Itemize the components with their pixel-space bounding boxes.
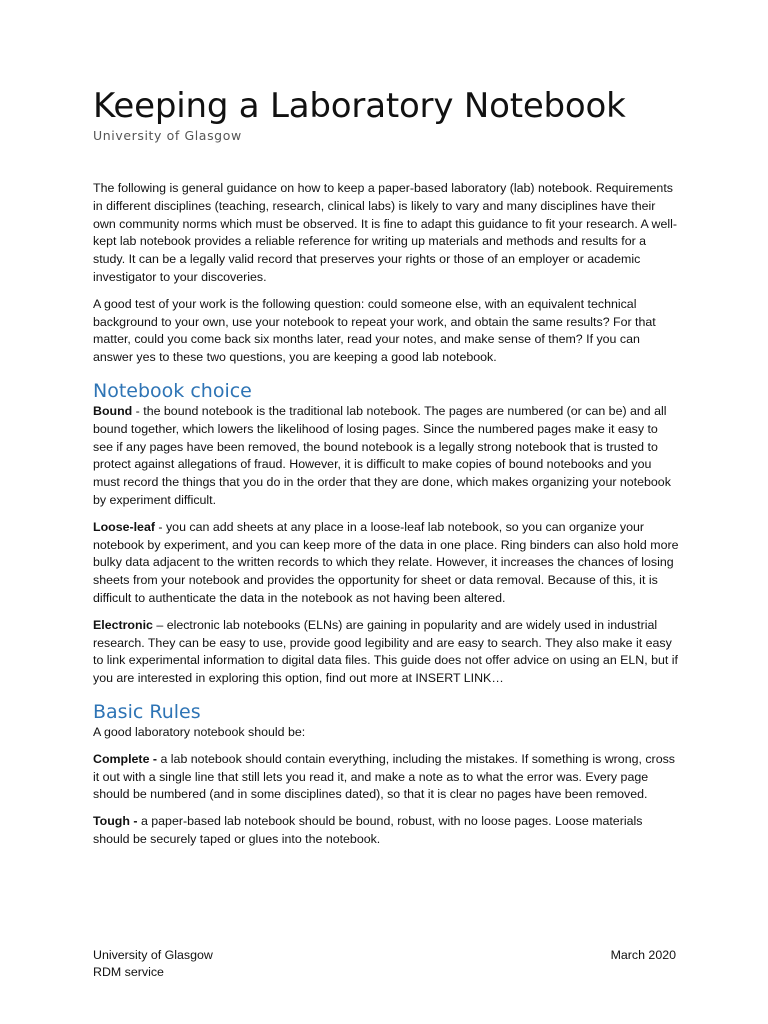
text-bound: - the bound notebook is the traditional lab notebook. The pages are numbered (or can be) and all bound together, which lowers the likelihood of losing pages. Since the numbered pages make it easy to see if any pages have been removed, the bound notebook is a legally strong notebook that is trusted to protect against allegations of fraud. However, it is difficult to make copies of bound notebooks and you must record the things that you do in the order that they are done, which makes organizing your notebook by experiment difficult. <box>93 403 671 507</box>
footer-service: RDM service <box>93 965 164 979</box>
paragraph-electronic <box>93 617 679 688</box>
paragraph-complete <box>93 751 679 804</box>
section-heading-notebook-choice: Notebook choice <box>93 379 252 402</box>
section-heading-basic-rules: Basic Rules <box>93 700 201 723</box>
paragraph-loose-leaf <box>93 519 679 608</box>
intro-paragraph-2: A good test of your work is the following question: could someone else, with an equivalent technical background to your own, use your notebook to repeat your work, and obtain the same results? For that matter, could you come back six months later, read your notes, and make sense of them? If you can answer yes to these two questions, you are keeping a good lab notebook. <box>93 296 656 365</box>
term-electronic: Electronic <box>93 617 153 632</box>
term-tough: Tough - <box>93 814 138 829</box>
footer-date: March 2020 <box>610 948 676 962</box>
text-complete: a lab notebook should contain everything, including the mistakes. If something is wrong, cross it out with a single line that still lets you read it, and make a note as to what the error was. Every page should be numbered (and in some disciplines dated), so that it is clear no pages have been removed. <box>93 751 675 802</box>
basic-rules-intro: A good laboratory notebook should be: <box>93 724 306 739</box>
document-body <box>93 180 679 858</box>
document-subtitle: University of Glasgow <box>93 128 242 143</box>
text-tough: a paper-based lab notebook should be bound, robust, with no loose pages. Loose materials should be securely taped or glues into the notebook. <box>93 814 643 846</box>
paragraph-tough <box>93 813 679 849</box>
term-loose-leaf: Loose-leaf <box>93 519 155 534</box>
text-loose-leaf: - you can add sheets at any place in a loose-leaf lab notebook, so you can organize your notebook by experiment, and you can keep more of the data in one place. Ring binders can also hold more bulky data adjacent to the written records to which they relate. However, it increases the chances of losing sheets from your notebook and provides the opportunity for sheet or data removal. Because of this, it is difficult to authenticate the data in the notebook as not having been altered. <box>93 519 679 605</box>
text-electronic: – electronic lab notebooks (ELNs) are gaining in popularity and are widely used in industrial research. They can be easy to use, provide good legibility and are easy to search. They also make it easy to link experimental information to digital data files. This guide does not offer advice on using an ELN, but if you are interested in exploring this option, find out more at INSERT LINK… <box>93 617 678 686</box>
footer-right <box>611 947 676 964</box>
footer-org: University of Glasgow <box>93 948 213 962</box>
footer-left <box>93 947 213 981</box>
intro-paragraph-1: The following is general guidance on how to keep a paper-based laboratory (lab) notebook. Requirements in different disciplines (teaching, research, clinical labs) is likely to vary and many disciplines have their own community norms which must be observed. It is fine to adapt this guidance to fit your research. A well-kept lab notebook provides a reliable reference for writing up materials and methods and results for a study. It can be a legally valid record that preserves your rights or those of an employer or academic investigator to your discoveries. <box>93 181 678 284</box>
document-title: Keeping a Laboratory Notebook <box>93 86 626 126</box>
term-complete: Complete - <box>93 751 158 766</box>
term-bound: Bound <box>93 403 133 418</box>
paragraph-bound <box>93 403 679 510</box>
